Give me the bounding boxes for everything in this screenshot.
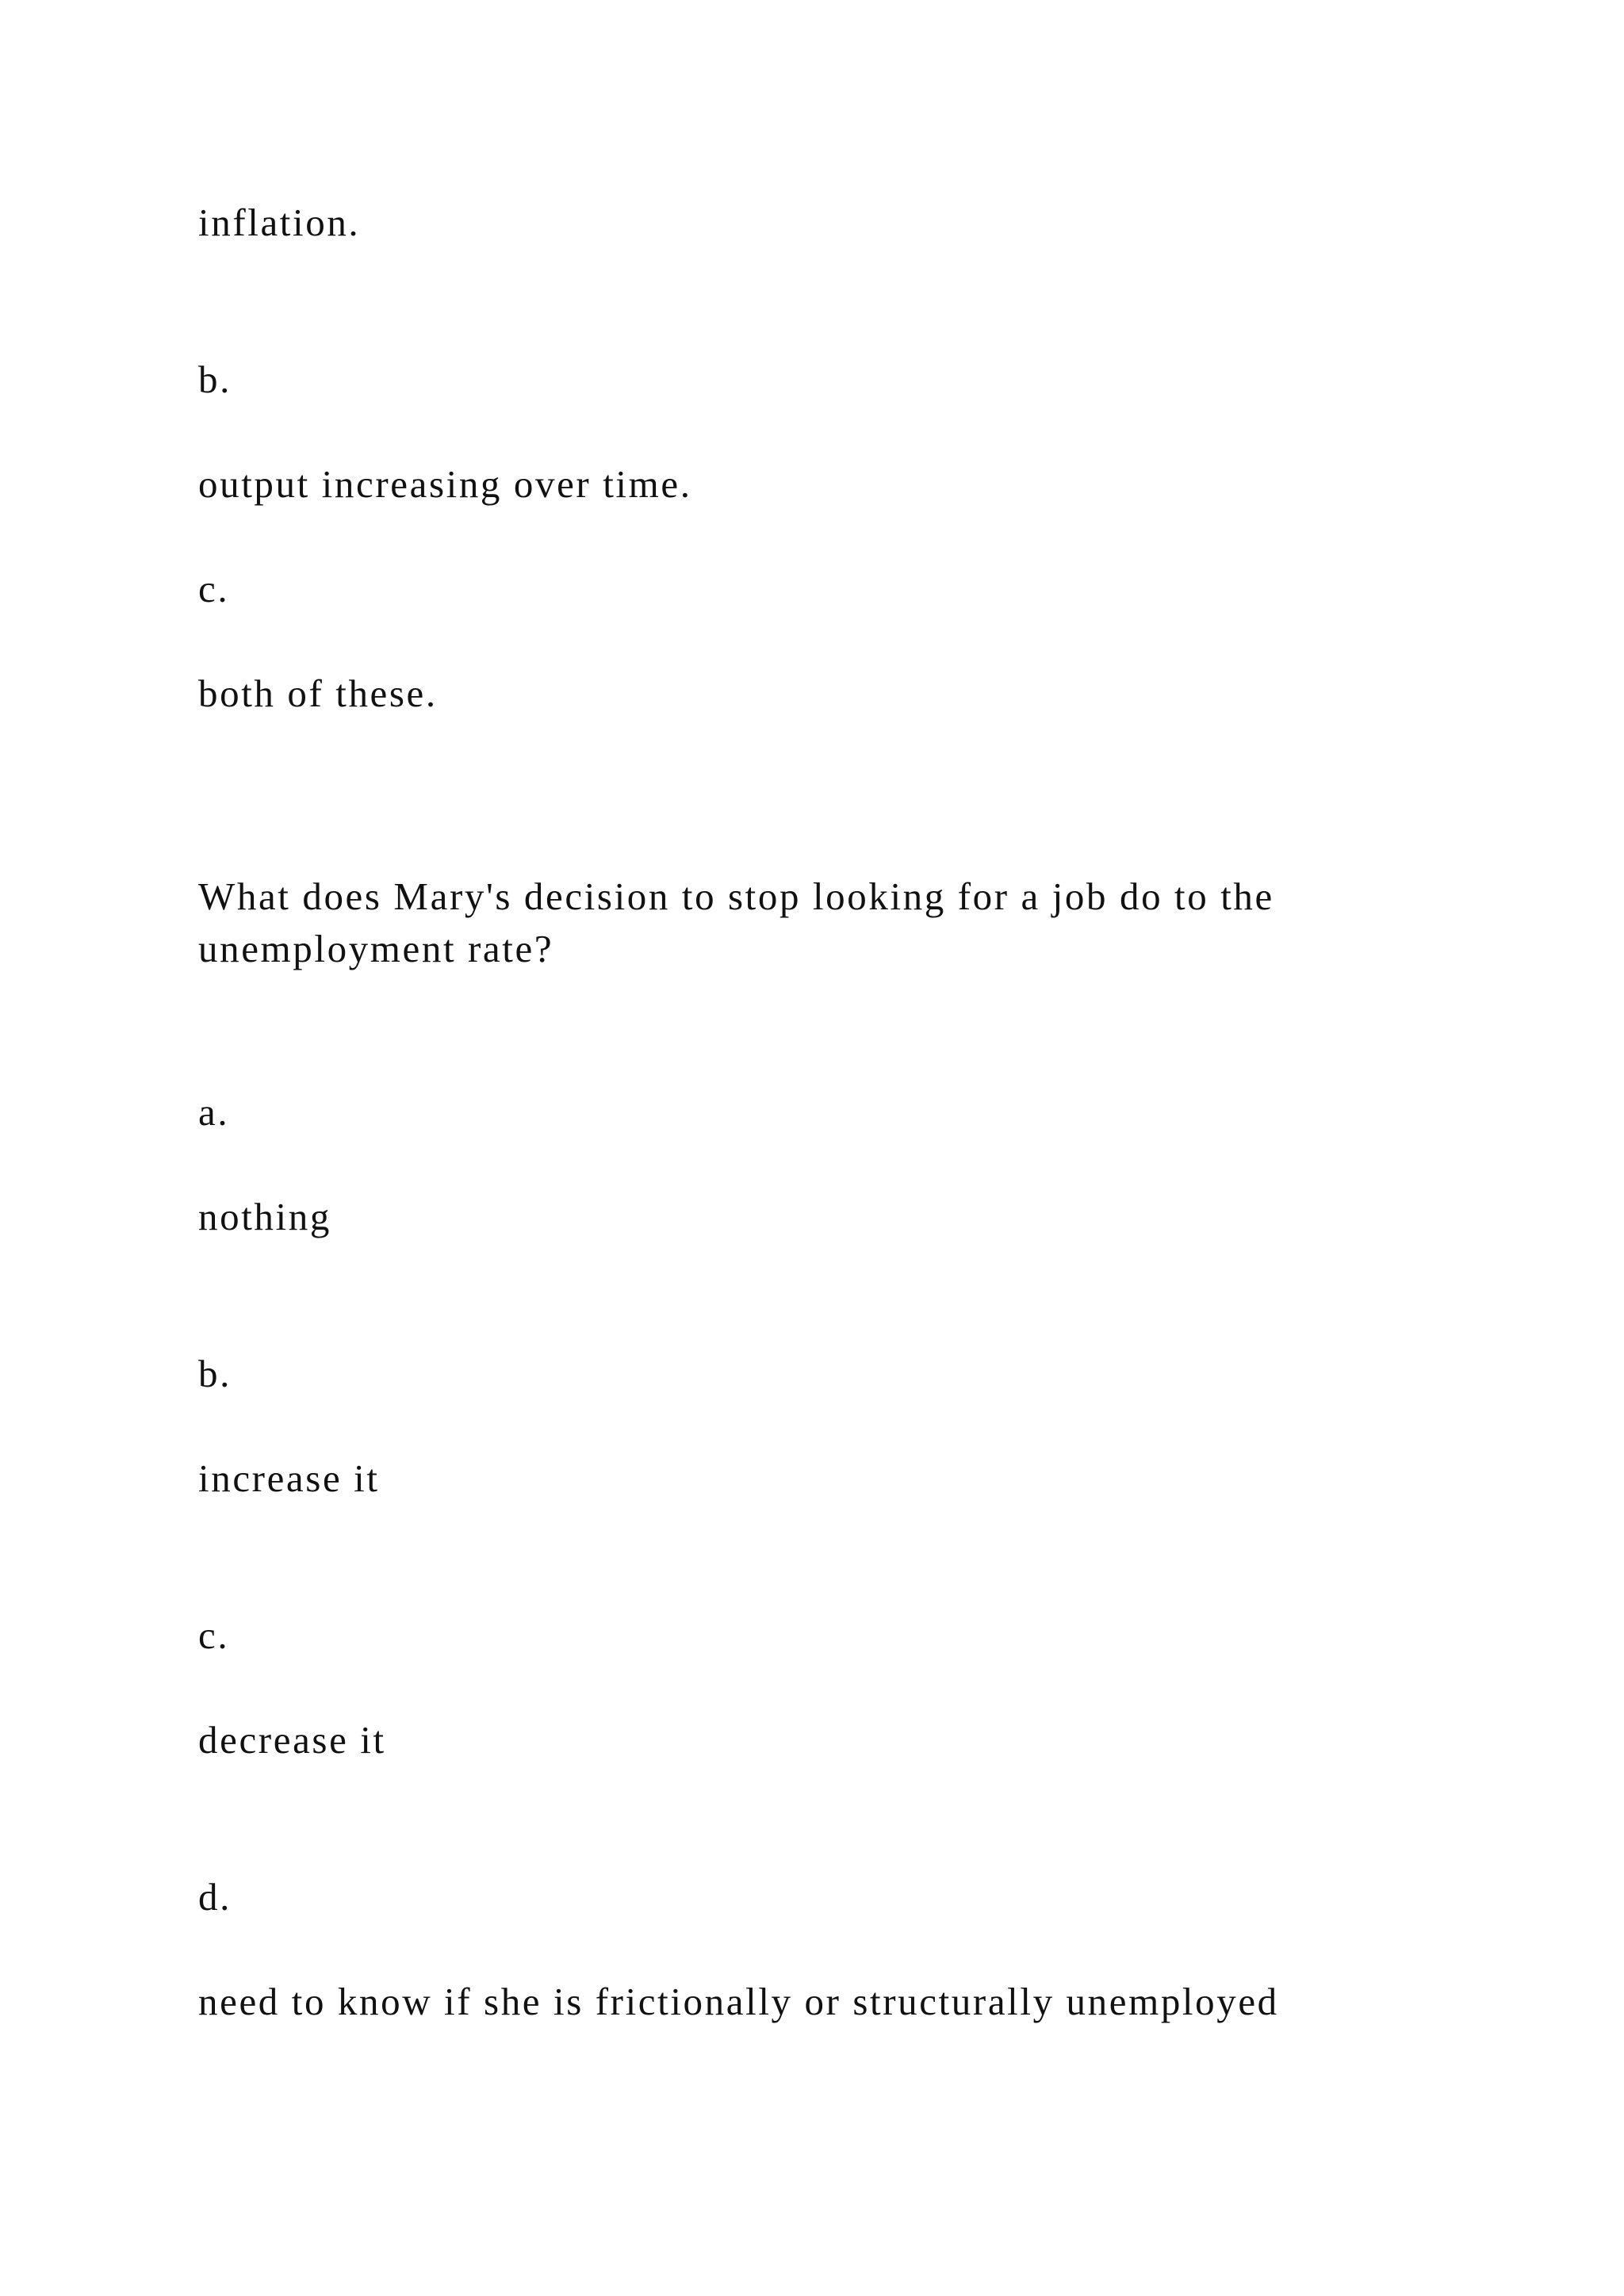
option-d-letter: d. (198, 1875, 232, 1919)
prev-option-a-text: inflation. (198, 201, 361, 244)
option-c-text: decrease it (198, 1718, 386, 1762)
option-b-text: increase it (198, 1456, 380, 1500)
option-b-letter: b. (198, 1352, 232, 1395)
option-c-letter: c. (198, 1613, 230, 1657)
option-a-text: nothing (198, 1195, 331, 1238)
prev-option-c-letter: c. (198, 567, 230, 610)
prev-option-b-text: output increasing over time. (198, 462, 692, 506)
option-d-text: need to know if she is frictionally or structurally unemployed (198, 1980, 1279, 2023)
prev-option-b-letter: b. (198, 358, 232, 401)
prev-option-c-text: both of these. (198, 672, 438, 715)
question-line-1: What does Mary's decision to stop looking for a job do to the (198, 874, 1274, 918)
option-a-letter: a. (198, 1090, 230, 1134)
question-text (198, 871, 1435, 975)
question-line-2: unemployment rate? (198, 927, 554, 970)
